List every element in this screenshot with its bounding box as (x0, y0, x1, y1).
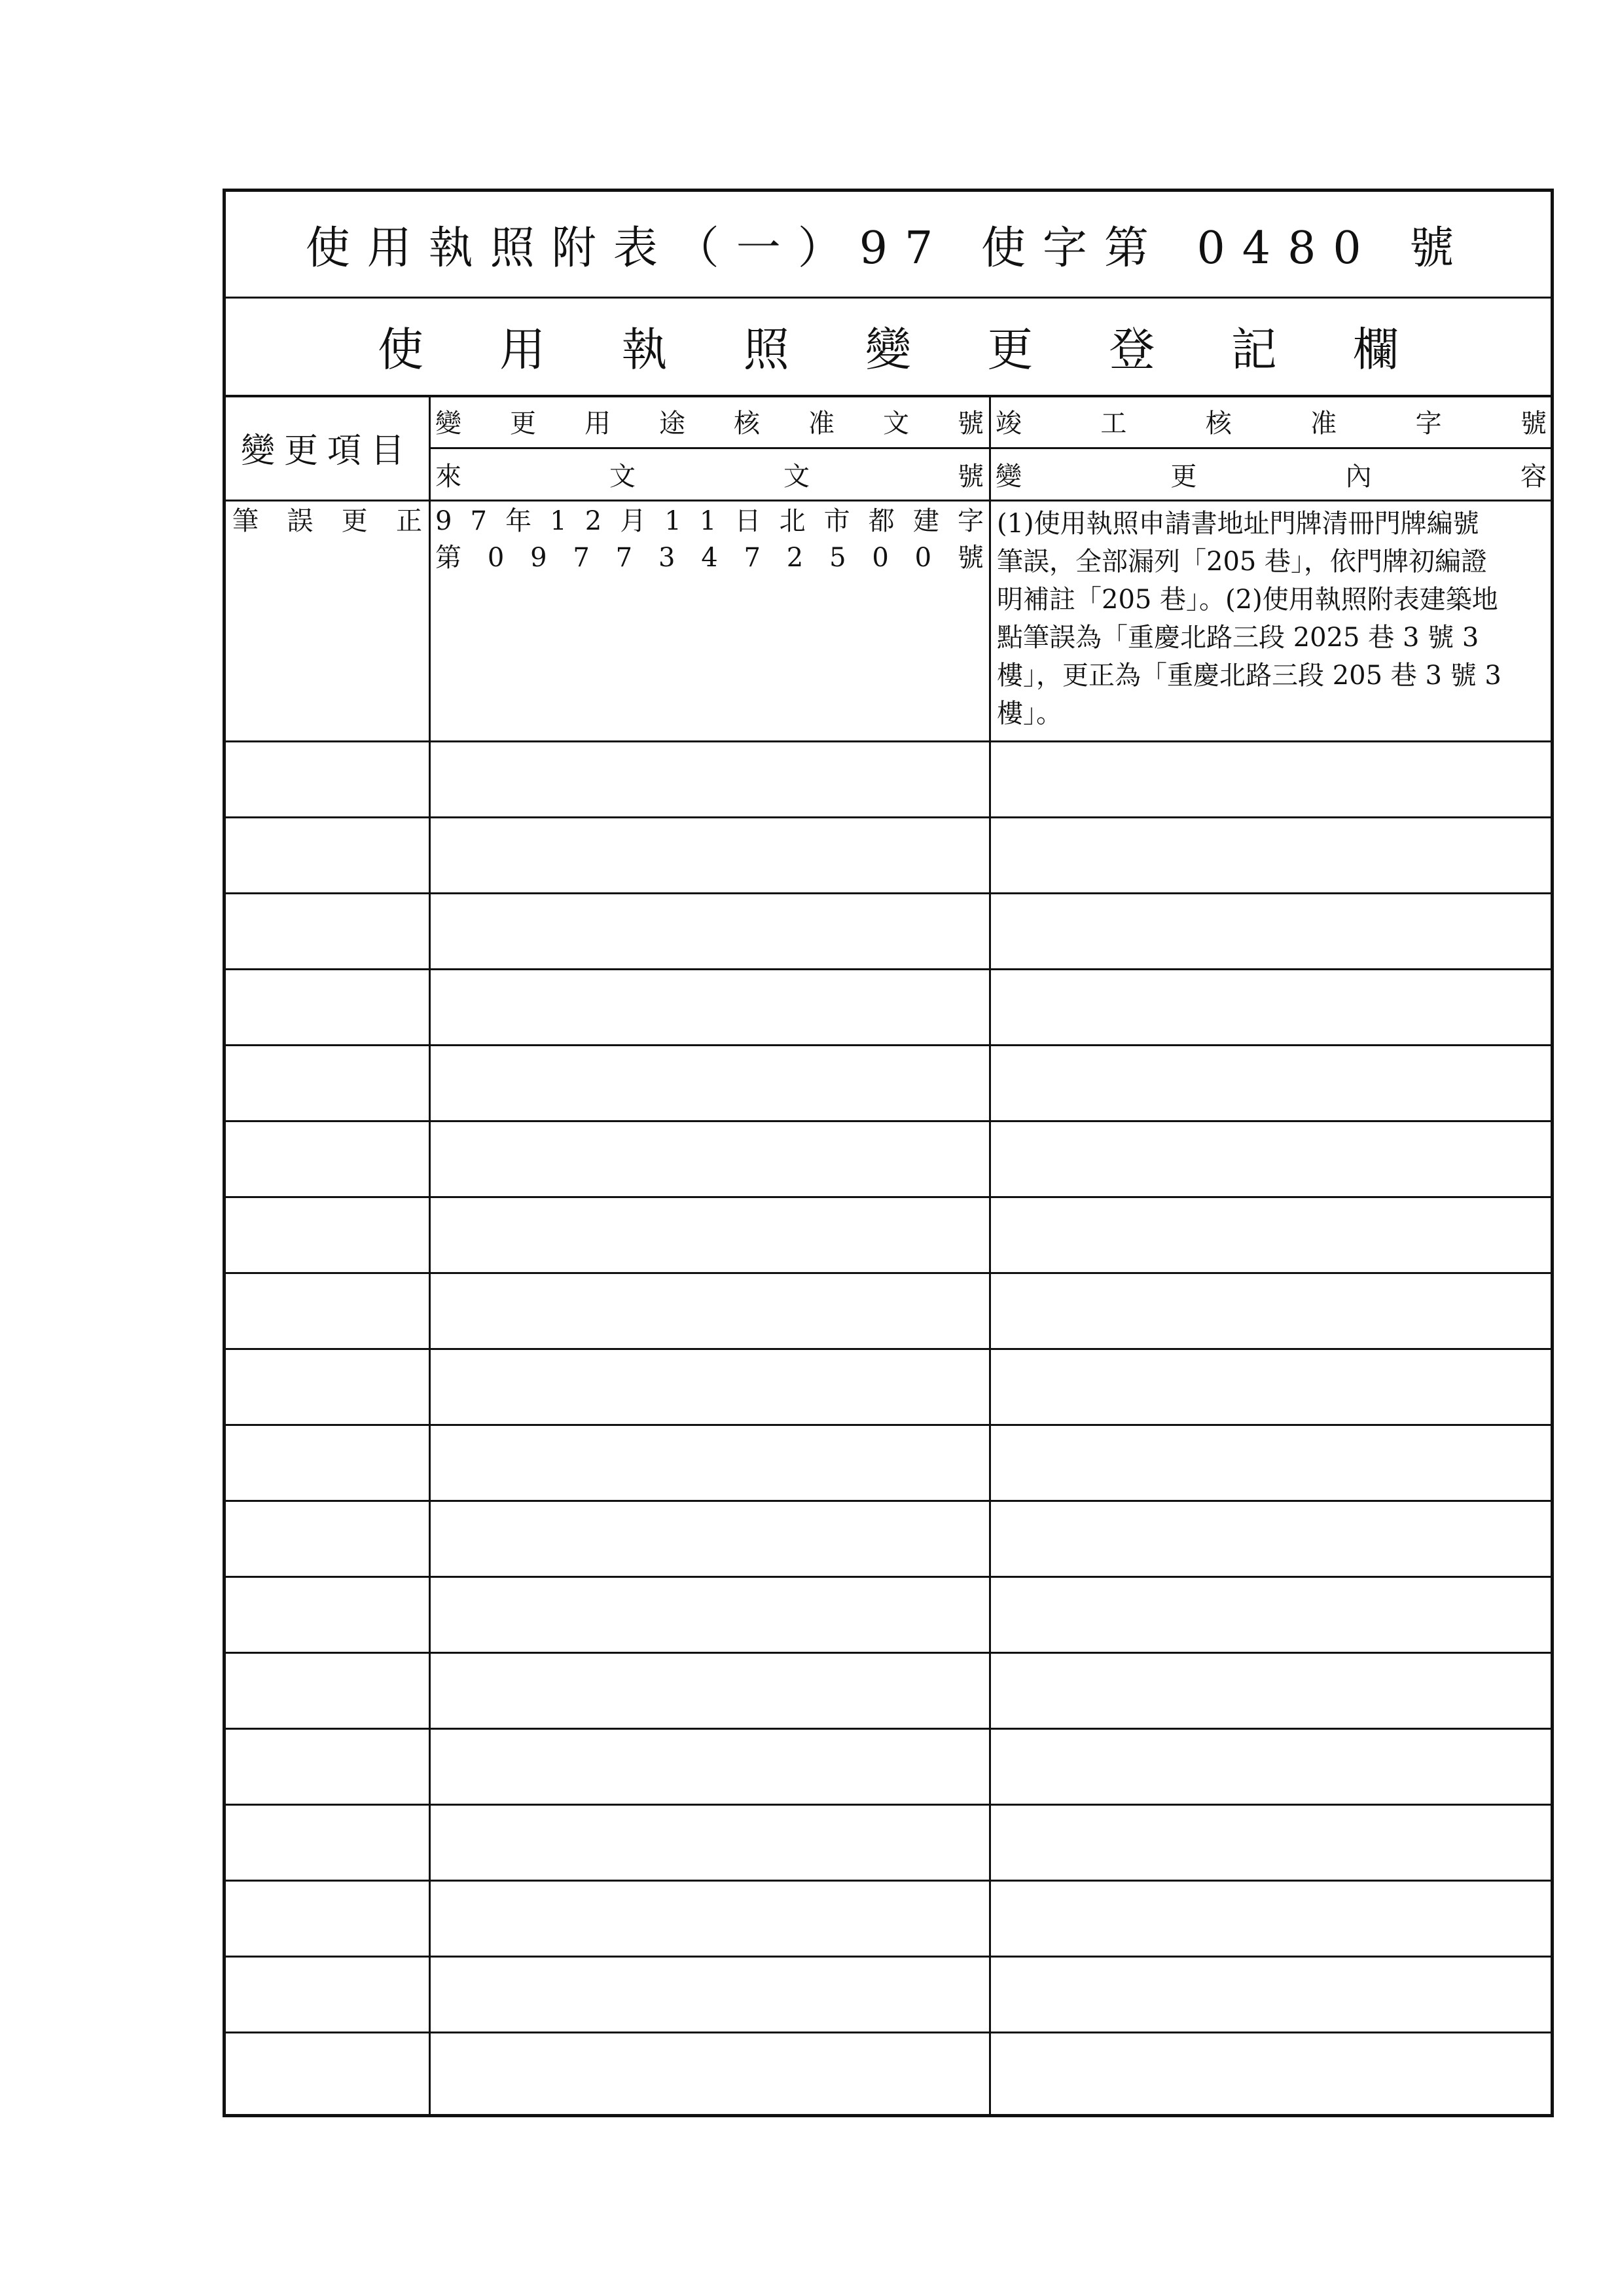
content-line: 點筆誤為「重慶北路三段 2025 巷 3 號 3 (997, 623, 1479, 653)
subtitle-char: 照 (743, 322, 789, 376)
column-divider (989, 395, 991, 2114)
document-frame (223, 189, 1554, 2117)
header-char: 號 (958, 461, 984, 492)
subtitle-char: 使 (378, 322, 423, 376)
entry-char: 0 (487, 543, 505, 573)
content-line: 樓」，更正為「重慶北路三段 205 巷 3 號 3 (997, 661, 1501, 691)
row-line (226, 2032, 1551, 2033)
section-title (226, 297, 1551, 397)
entry-change-content (992, 502, 1551, 738)
row-line (226, 740, 1551, 742)
entry-char: 更 (341, 506, 368, 536)
entry-char: 北 (779, 506, 806, 536)
subtitle-char: 欄 (1353, 322, 1399, 376)
entry-char: 2 (786, 543, 804, 573)
header-completion-no (992, 395, 1551, 447)
header-change-item (226, 395, 429, 500)
header-approval-doc (431, 395, 988, 447)
entry-char: 1 (664, 506, 681, 536)
header-char: 來 (435, 461, 461, 492)
row-line (226, 1804, 1551, 1806)
entry-char: 日 (734, 506, 761, 536)
row-line (226, 1120, 1551, 1122)
header-char: 更 (1170, 461, 1197, 492)
row-line (226, 1652, 1551, 1654)
header-char: 容 (1520, 461, 1547, 492)
entry-char: 年 (505, 506, 532, 536)
subtitle-char: 記 (1231, 322, 1277, 376)
header-char: 核 (1205, 408, 1232, 439)
header-bottom-line (226, 500, 1551, 501)
row-line (226, 1424, 1551, 1426)
entry-char: 3 (658, 543, 675, 573)
header-change-content (992, 448, 1551, 500)
content-line: 筆誤，全部漏列「205 巷」，依門牌初編證 (997, 547, 1488, 577)
entry-char: 0 (872, 543, 889, 573)
entry-doc-line-2 (431, 540, 988, 575)
entry-char: 1 (550, 506, 567, 536)
header-char: 文 (609, 461, 636, 492)
header-char: 號 (1520, 408, 1547, 439)
entry-char: 誤 (287, 506, 314, 536)
content-line: 明補註「205 巷」。(2)使用執照附表建築地 (997, 585, 1498, 615)
row-line (226, 1956, 1551, 1958)
title-text: 使用執照附表（一）97 使字第 0480 號 (305, 222, 1471, 274)
entry-char: 1 (699, 506, 717, 536)
entry-char: 號 (957, 543, 984, 573)
subtitle-char: 更 (987, 322, 1034, 376)
entry-char: 7 (615, 543, 633, 573)
header-char: 核 (734, 408, 760, 439)
subtitle-char: 變 (865, 322, 911, 376)
header-char: 竣 (996, 408, 1022, 439)
entry-char: 都 (868, 506, 895, 536)
entry-char: 7 (744, 543, 761, 573)
row-line (226, 816, 1551, 818)
entry-char: 筆 (232, 506, 259, 536)
header-char: 文 (783, 461, 810, 492)
entry-char: 建 (912, 506, 939, 536)
entry-char: 2 (584, 506, 602, 536)
row-line (226, 1576, 1551, 1578)
header-char: 更 (510, 408, 536, 439)
header-char: 字 (1415, 408, 1442, 439)
column-divider (429, 395, 431, 2114)
header-char: 用 (584, 408, 611, 439)
row-line (226, 968, 1551, 970)
header-char: 准 (1310, 408, 1337, 439)
header-char: 途 (659, 408, 685, 439)
header-char: 工 (1100, 408, 1127, 439)
entry-char: 7 (573, 543, 590, 573)
row-line (226, 1728, 1551, 1730)
entry-char: 字 (957, 506, 984, 536)
document-title (226, 192, 1551, 299)
entry-char: 9 (435, 506, 452, 536)
row-line (226, 1272, 1551, 1274)
entry-char: 第 (435, 543, 461, 573)
header-char: 變 (996, 461, 1022, 492)
entry-char: 市 (823, 506, 850, 536)
row-line (226, 892, 1551, 894)
content-line: (1)使用執照申請書地址門牌清冊門牌編號 (997, 509, 1479, 539)
header-incoming-doc (431, 448, 988, 500)
header-char: 號 (958, 408, 984, 439)
subtitle-char: 用 (499, 322, 546, 376)
entry-item (228, 503, 426, 539)
change-record-table (226, 395, 1551, 2114)
content-line: 樓」。 (997, 699, 1062, 729)
row-line (226, 1348, 1551, 1350)
entry-char: 9 (530, 543, 547, 573)
entry-char: 7 (470, 506, 487, 536)
entry-char: 4 (701, 543, 718, 573)
header-char: 變 (435, 408, 461, 439)
row-line (226, 1196, 1551, 1198)
header-char: 文 (883, 408, 909, 439)
subtitle-char: 登 (1109, 322, 1155, 376)
row-line (226, 1500, 1551, 1502)
header-change-item-label: 變更項目 (240, 431, 414, 471)
header-char: 准 (808, 408, 835, 439)
entry-char: 月 (620, 506, 647, 536)
row-line (226, 1044, 1551, 1046)
entry-char: 正 (395, 506, 422, 536)
header-char: 內 (1345, 461, 1372, 492)
entry-doc-line-1 (431, 503, 988, 539)
subtitle-char: 執 (621, 322, 668, 376)
entry-char: 5 (829, 543, 846, 573)
entry-char: 0 (914, 543, 932, 573)
row-line (226, 1880, 1551, 1882)
